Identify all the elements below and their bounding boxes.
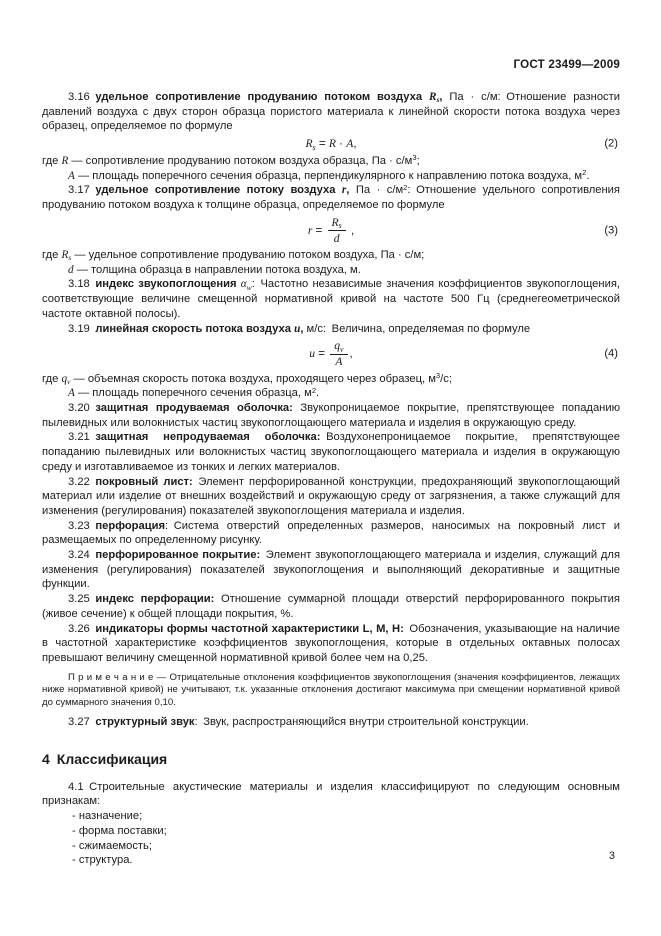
formula-2-expression: $R_s = R \cdot A$,	[305, 137, 357, 152]
formula-3-number: (3)	[604, 224, 618, 237]
para-4-1: 4.1 Строительные акустические материалы и изделия классифицируют по следующим основным признакам:	[42, 780, 620, 808]
formula-4-number: (4)	[604, 347, 618, 360]
where-formula-3-line-1: где $R_s$ — удельное сопротивление продуванию потоком воздуха, Па · с/м;	[42, 249, 425, 263]
term-3-24: 3.24 перфорированное покрытие: Элемент звукопоглощающего материала и изделия, служащий для изменения (регулирования) показателей звукопоглощения и выполняющий декоративные и защитные функции.	[42, 549, 620, 591]
term-3-25: 3.25 индекс перфорации: Отношение суммарной площади отверстий перфорированного покрытия (живое сечение) к общей площади покрытия, %.	[42, 593, 620, 620]
term-3-17: 3.17 удельное сопротивление потоку воздуха r, Па · $с/м^2$: Отношение удельного сопротивления продуванию потоком воздуха к толщине образца, определяемое по формуле	[42, 182, 620, 211]
formula-4	[42, 340, 620, 368]
formula-3	[42, 217, 620, 245]
section-heading-4: 4 Классификация	[42, 750, 168, 767]
term-3-27: 3.27 структурный звук: Звук, распространяющийся внутри строительной конструкции.	[68, 716, 529, 729]
where-formula-4-line-2: А — площадь поперечного сечения образца, $м^2$.	[68, 385, 320, 400]
term-3-19: 3.19 линейная скорость потока воздуха u, м/с: Величина, определяемая по формуле	[68, 322, 531, 335]
fraction: $\frac{R_s}{d}$	[328, 217, 346, 245]
term-3-26: 3.26 индикаторы формы частотной характеристики L, M, Н: Обозначения, указывающие на наличие в частотной характеристике коэффициентов звукопоглощения, которые в отдельных октавных полосах превышают величину смещенной нормативной кривой более чем на 0,25.	[42, 622, 620, 664]
term-3-16: 3.16 удельное сопротивление продуванию потоком воздуха $R_s$, Па · с/м: Отношение разности давлений воздуха с двух сторон образца пористого материала к линейной скорости потока воздуха через образец, определяемое по формуле	[42, 91, 621, 133]
list-item-szhimaemost: - сжимаемость;	[72, 839, 152, 852]
where-formula-3-line-2: d — толщина образца в направлении потока воздуха, м.	[68, 263, 361, 276]
document-content	[42, 90, 620, 868]
list-item-struktura: - структура.	[72, 854, 133, 867]
where-formula-4-line-1: где $q_v$ — объемная скорость потока воздуха, проходящего через образец, $м^3/с$;	[42, 371, 452, 386]
fraction: $\frac{q_v}{A}$	[330, 340, 347, 368]
list-item-forma-postavki: - форма поставки;	[72, 824, 167, 837]
note-to-3-26: П р и м е ч а н и е — Отрицательные отклонения коэффициентов звукопоглощения (значения коэффициентов, лежащих ниже нормативной кривой) не учитывают, т.к. указанные отклонения достигают максимума при смещении нормативной кривой до суммарного значения 0,10.	[42, 671, 620, 709]
formula-2-number: (2)	[604, 137, 618, 150]
formula-4-expression: u = $\frac{q_v}{A}$ ,	[309, 339, 353, 369]
term-3-22: 3.22 покровный лист: Элемент перфорированной конструкции, предохраняющий звукопоглощающий материал или изделие от внешних воздействий и окружающую среду от загрязнения, а также служащий для изменения (регулирования) показателей звукопоглощения материала и изделия.	[42, 475, 620, 517]
term-3-21: 3.21 защитная непродуваемая оболочка: Воздухонепроницаемое покрытие, препятствующее попаданию пылевидных или волокнистых частиц звукопоглощающего материала и изделия в окружающую среду и изготавливаемое из тонких и легких материалов.	[42, 431, 620, 473]
list-item-naznachenie: - назначение;	[72, 810, 143, 823]
page-number: 3	[608, 850, 615, 862]
term-3-18: 3.18 индекс звукопоглощения $\alpha_w$: Частотно независимые значения коэффициентов звукопоглощения, соответствующие величине смещенной нормативной кривой на частоте 500 Гц (среднегеометрической частоте октавной полосы).	[42, 278, 620, 320]
term-3-20: 3.20 защитная продуваемая оболочка: Звукопроницаемое покрытие, препятствующее попаданию пылевидных или волокнистых частиц звукопоглощающего материала и изделия в окружающую среду.	[42, 401, 620, 429]
formula-2	[42, 138, 620, 151]
term-3-23: 3.23 перфорация: Система отверстий определенных размеров, наносимых на покровный лист и размещаемых по определенному рисунку.	[42, 519, 620, 547]
formula-3-expression: r = $\frac{R_s}{d}$ ,	[307, 215, 355, 245]
where-formula-2-line-2: А — площадь поперечного сечения образца, перпендикулярного к направлению потока воздуха, $м^2$.	[68, 168, 590, 182]
document-header-title: ГОСТ 23499—2009	[513, 58, 620, 71]
where-formula-2-line-1: где R — сопротивление продуванию потоком воздуха образца, Па · $с/м^3$;	[42, 153, 420, 167]
